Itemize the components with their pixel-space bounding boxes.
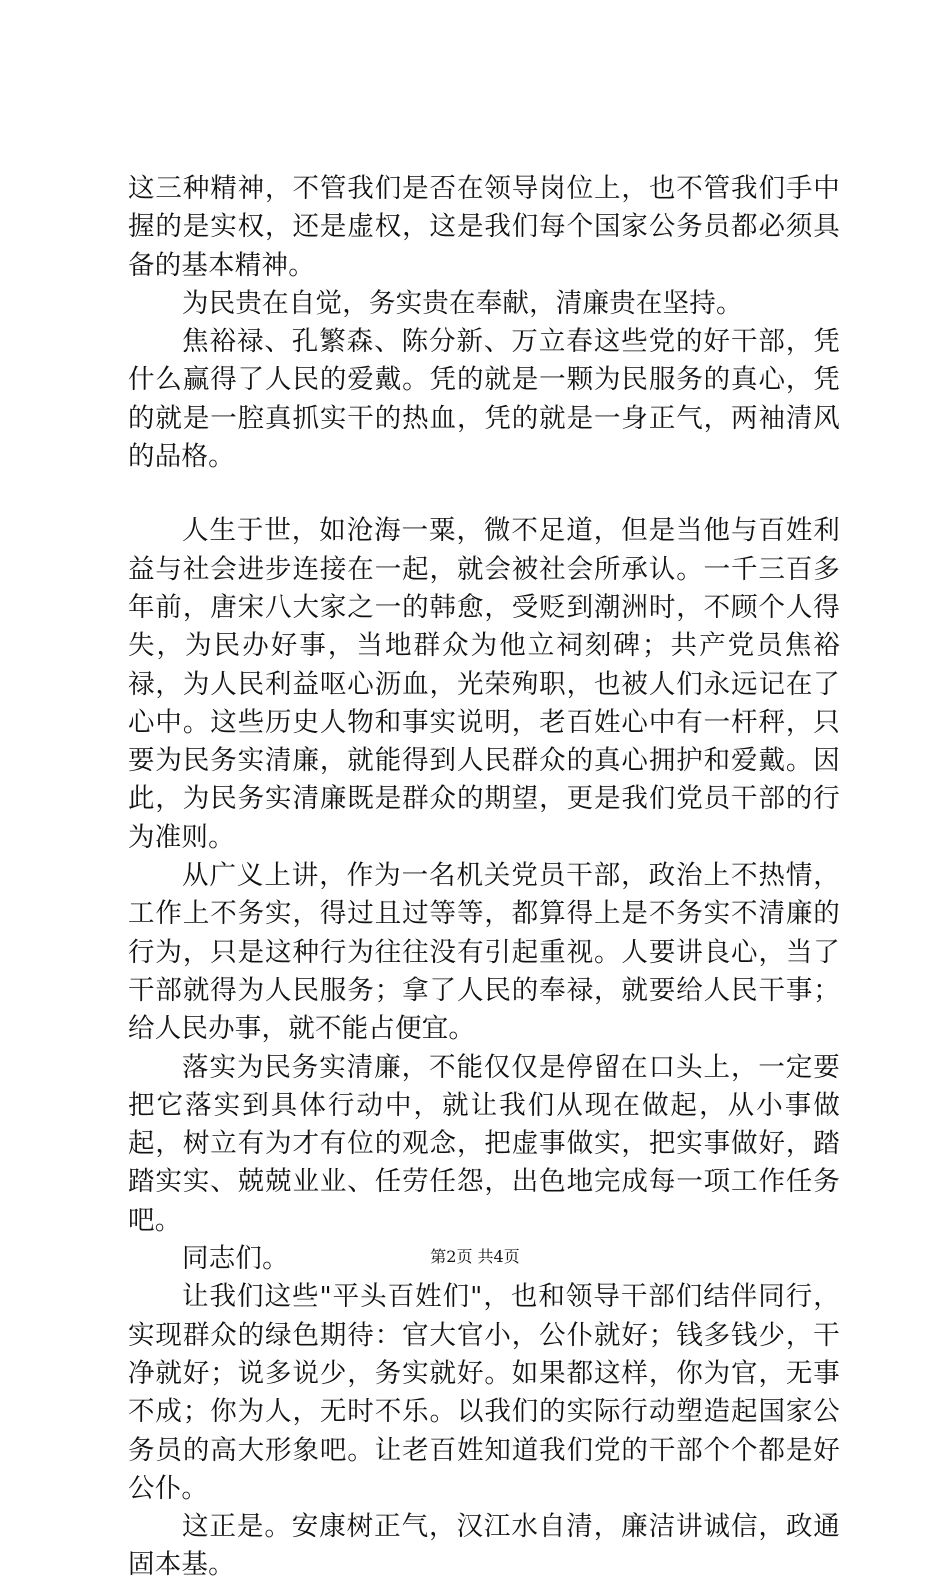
paragraph-2: 为民贵在自觉，务实贵在奉献，清廉贵在坚持。 — [182, 287, 743, 319]
paragraph-3: 焦裕禄、孔繁森、陈分新、万立春这些党的好干部，凭什么赢得了人民的爱戴。凭的就是一颗为民服务的真心，凭的就是一腔真抓实干的热血，凭的就是一身正气，两袖清风的品格。 — [128, 326, 840, 473]
paragraph-5: 从广义上讲，作为一名机关党员干部，政治上不热情，工作上不务实，得过且过等等，都算得上是不务实不清廉的行为，只是这种行为往往没有引起重视。人要讲良心，当了干部就得为人民服务；拿了人民的奉禄，就要给人民干事；给人民办事，就不能占便宜。 — [128, 860, 840, 1045]
paragraph-6: 落实为民务实清廉，不能仅仅是停留在口头上，一定要把它落实到具体行动中，就让我们从现在做起，从小事做起，树立有为才有位的观念，把虚事做实，把实事做好，踏踏实实、兢兢业业、任劳任怨，出色地完成每一项工作任务吧。 — [128, 1051, 840, 1236]
paragraph-8: 让我们这些"平头百姓们"，也和领导干部们结伴同行，实现群众的绿色期待：官大官小，公仆就好；钱多钱少，干净就好；说多说少，务实就好。如果都这样，你为官，无事不成；你为人，无时不乐。以我们的实际行动塑造起国家公务员的高大形象吧。让老百姓知道我们党的干部个个都是好公仆。 — [128, 1281, 840, 1504]
paragraph-7: 同志们。 — [182, 1243, 289, 1275]
page-number-footer: 第2页 共4页 — [430, 1247, 520, 1266]
paragraph-4: 人生于世，如沧海一粟，微不足道，但是当他与百姓利益与社会进步连接在一起，就会被社会所承认。一千三百多年前，唐宋八大家之一的韩愈，受贬到潮洲时，不顾个人得失，为民办好事，当地群众为他立祠刻碑；共产党员焦裕禄，为人民利益呕心沥血，光荣殉职，也被人们永远记在了心中。这些历史人物和事实说明，老百姓心中有一杆秤，只要为民务实清廉，就能得到人民群众的真心拥护和爱戴。因此，为民务实清廉既是群众的期望，更是我们党员干部的行为准则。 — [128, 515, 840, 853]
paragraph-1: 这三种精神，不管我们是否在领导岗位上，也不管我们手中握的是实权，还是虚权，这是我们每个国家公务员都必须具备的基本精神。 — [128, 173, 840, 281]
document-body — [128, 170, 840, 1585]
paragraph-9: 这正是。安康树正气，汉江水自清，廉洁讲诚信，政通固本基。 — [128, 1511, 840, 1581]
